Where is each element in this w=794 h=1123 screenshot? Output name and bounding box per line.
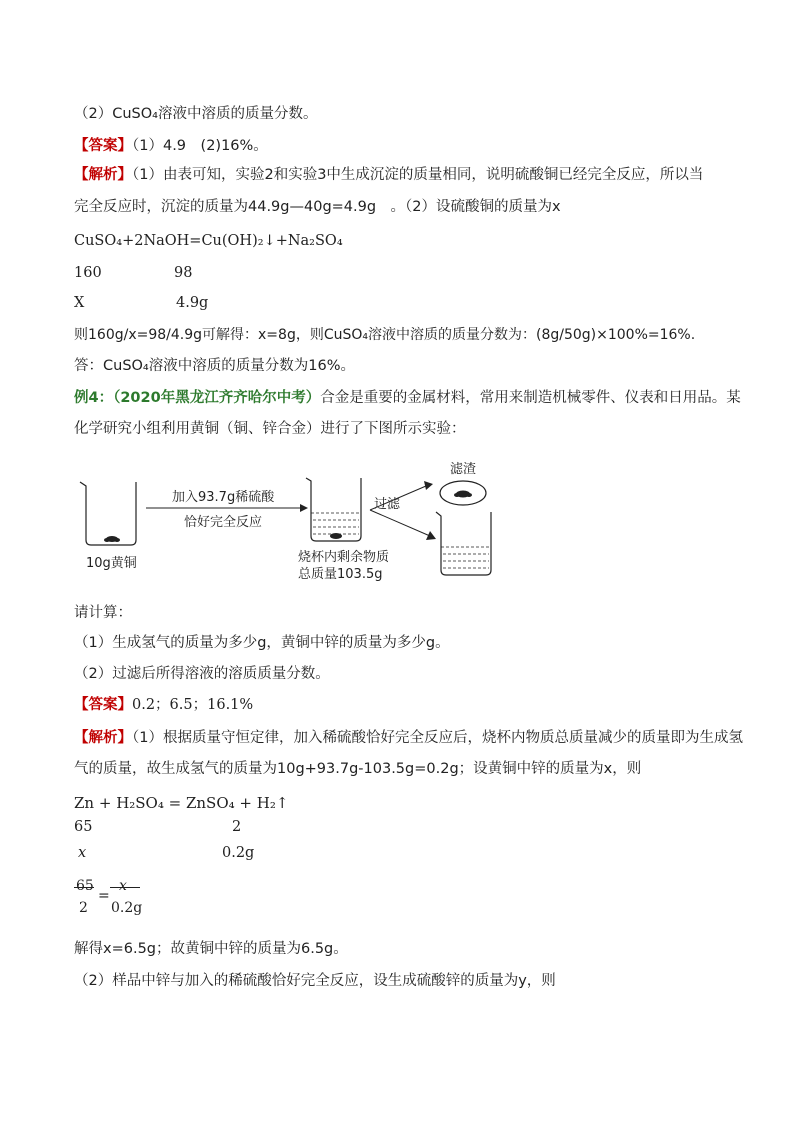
explanation-1 [74, 165, 703, 185]
experiment-figure [74, 448, 504, 583]
label-residue: 滤渣 [450, 462, 477, 477]
answer-statement: 答：CuSO₄溶液中溶质的质量分数为16%。 [74, 358, 355, 374]
answer-tag: 【答案】 [74, 138, 132, 154]
beaker-3 [436, 512, 491, 575]
beaker-2 [306, 478, 361, 541]
explanation-text: （1）由表可知，实验2和实验3中生成沉淀的质量相同，说明硫酸铜已经完全反应，所以当 [132, 167, 704, 183]
example-tag: 例4：（2020年黑龙江齐齐哈尔中考） [74, 390, 321, 406]
fraction-denominator-a: 2 [79, 900, 88, 916]
filtrate [441, 547, 491, 568]
equation-1-var-b: 4.9g [176, 295, 209, 311]
part-2: （2）样品中锌与加入的稀硫酸恰好完全反应，设生成硫酸锌的质量为y，则 [74, 973, 556, 989]
calculate-prompt: 请计算： [74, 605, 132, 621]
residue-in-beaker-2 [330, 533, 342, 539]
beaker-1 [80, 482, 136, 545]
equation-1: CuSO₄+2NaOH=Cu(OH)₂↓+Na₂SO₄ [74, 233, 343, 249]
fraction-denominator-b: 0.2g [111, 900, 143, 916]
answer-text: （1）4.9 (2)16%。 [132, 138, 268, 154]
equation-2-mass-b: 2 [232, 819, 242, 835]
liquid-2 [311, 513, 361, 534]
label-add-acid: 加入93.7g稀硫酸 [172, 490, 275, 505]
explanation-2-cont: 气的质量，故生成氢气的质量为10g+93.7g-103.5g=0.2g；设黄铜中锌的质量为x，则 [74, 761, 642, 777]
explanation-tag: 【解析】 [74, 730, 132, 746]
answer-text: 0.2；6.5；16.1% [132, 697, 254, 713]
example-text: 合金是重要的金属材料，常用来制造机械零件、仪表和日用品。某 [320, 390, 741, 406]
explanation-1-cont: 完全反应时，沉淀的质量为44.9g—40g=4.9g 。（2）设硫酸铜的质量为x [74, 199, 561, 215]
solve-2: 解得x=6.5g；故黄铜中锌的质量为6.5g。 [74, 941, 348, 957]
fraction-numerator-b: x [119, 878, 127, 894]
example-4-cont: 化学研究小组利用黄铜（铜、锌合金）进行了下图所示实验： [74, 421, 466, 437]
example-4 [74, 388, 741, 408]
fraction-numerator-a: 65 [76, 878, 94, 894]
equation-2-var-b: 0.2g [222, 845, 255, 861]
explanation-2 [74, 728, 743, 748]
sub-question-1: （1）生成氢气的质量为多少g，黄铜中锌的质量为多少g。 [74, 635, 450, 651]
label-filter: 过滤 [374, 497, 401, 512]
label-brass: 10g黄铜 [86, 556, 137, 571]
brass-sample-1 [104, 536, 120, 542]
sub-question-2: （2）过滤后所得溶液的溶质质量分数。 [74, 666, 330, 682]
question-2: （2）CuSO₄溶液中溶质的质量分数。 [74, 106, 318, 122]
equation-1-mass-a: 160 [74, 265, 102, 281]
equation-2-mass-a: 65 [74, 819, 93, 835]
experiment-diagram [74, 448, 504, 583]
label-total-mass: 总质量103.5g [298, 567, 383, 582]
answer-1 [74, 136, 268, 156]
explanation-text: （1）根据质量守恒定律，加入稀硫酸恰好完全反应后，烧杯内物质总质量减少的质量即为生成氢 [132, 730, 743, 746]
solve-1: 则160g/x=98/4.9g可解得：x=8g，则CuSO₄溶液中溶质的质量分数为：(8g/50g)×100%=16%. [74, 327, 696, 343]
equation-1-mass-b: 98 [174, 265, 193, 281]
explanation-tag: 【解析】 [74, 167, 132, 183]
answer-2 [74, 695, 253, 715]
equation-2-var-a: x [78, 845, 87, 861]
equation-1-var-a: X [74, 295, 85, 311]
label-complete-reaction: 恰好完全反应 [184, 515, 263, 530]
label-remaining-substance: 烧杯内剩余物质 [298, 550, 390, 565]
filter-residue [454, 491, 472, 498]
equation-2: Zn + H₂SO₄ = ZnSO₄ + H₂↑ [74, 794, 289, 812]
answer-tag: 【答案】 [74, 697, 132, 713]
